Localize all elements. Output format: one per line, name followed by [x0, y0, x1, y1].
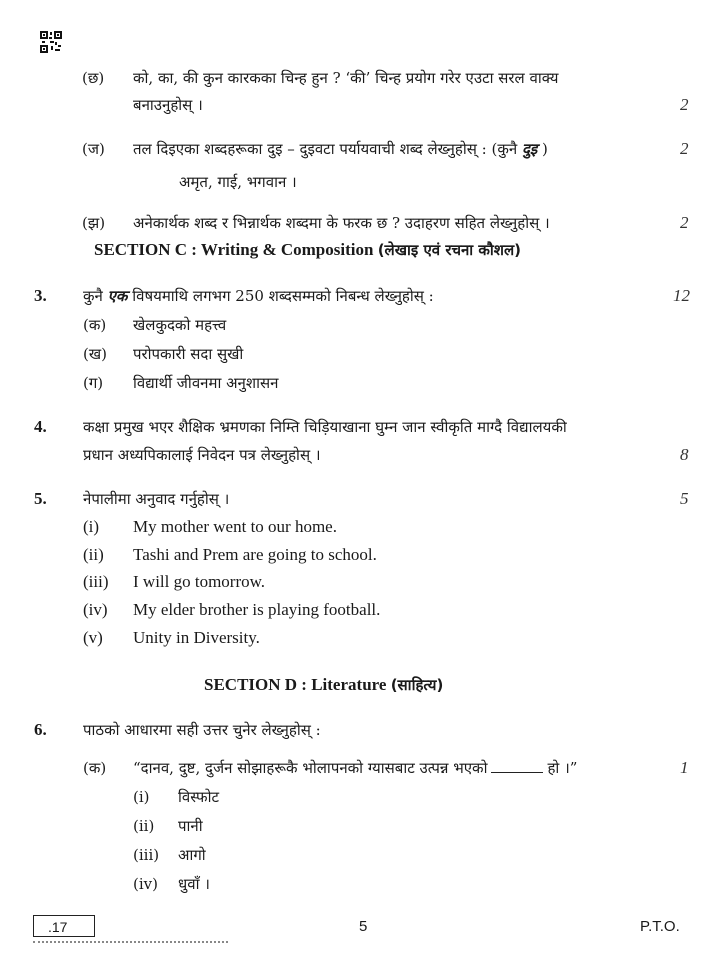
- q6-prompt: पाठको आधारमा सही उत्तर चुनेर लेख्नुहोस् :: [83, 721, 321, 739]
- q5-item-label: (iii): [83, 572, 109, 591]
- q3-option-text: खेलकुदको महत्त्व: [133, 316, 227, 334]
- q3-option-label: (क): [83, 316, 107, 334]
- q4-line2: प्रधान अध्यपिकालाई निवेदन पत्र लेख्नुहोस् ।: [83, 446, 321, 464]
- q6-option-label: (iii): [133, 846, 160, 864]
- q6-option-text: धुवाँ ।: [178, 875, 210, 893]
- q5-item-label: (i): [83, 517, 100, 536]
- q3-option-label: (ग): [83, 374, 104, 392]
- answer-blank: [491, 758, 543, 773]
- q4-marks: 8: [680, 445, 689, 464]
- paper-code: .17: [48, 919, 68, 935]
- paper-code-box: [33, 915, 95, 937]
- section-c-heading: SECTION C : Writing & Composition (लेखाइ एवं रचना कौशल): [94, 240, 522, 259]
- q5-item-text: I will go tomorrow.: [133, 572, 266, 591]
- q5-item-text: My mother went to our home.: [133, 517, 337, 536]
- q5-item-text: Unity in Diversity.: [133, 628, 260, 647]
- q6-option-label: (iv): [133, 875, 158, 893]
- q5-prompt: नेपालीमा अनुवाद गर्नुहोस् ।: [83, 490, 230, 508]
- q4-number: 4.: [34, 417, 47, 436]
- qr-code-icon: [40, 31, 62, 53]
- q5-item-text: My elder brother is playing football.: [133, 600, 381, 619]
- q3-number: 3.: [34, 286, 47, 305]
- q5-item-label: (ii): [83, 545, 104, 564]
- q3-prompt: कुनै एक विषयमाथि लगभग 250 शब्दसम्मको निबन्ध लेख्नुहोस् :: [83, 287, 434, 305]
- q5-marks: 5: [680, 489, 689, 508]
- q5-item-label: (iv): [83, 600, 108, 619]
- page-number: 5: [359, 918, 368, 935]
- q5-item-label: (v): [83, 628, 103, 647]
- q2-ja-words: अमृत, गाई, भगवान ।: [179, 173, 297, 191]
- q4-line1: कक्षा प्रमुख भएर शैक्षिक भ्रमणका निम्ति चिड़ियाखाना घुम्न जान स्वीकृति माग्दै विद्यालयकी: [83, 418, 567, 436]
- footer-divider: [33, 941, 228, 943]
- q2-cha-label: (छ): [82, 69, 105, 87]
- q2-cha-line1: को, का, की कुन कारकका चिन्ह हुन ? ‘की’ चिन्ह प्रयोग गरेर एउटा सरल वाक्य: [133, 69, 559, 87]
- q2-ja-text: तल दिइएका शब्दहरूका दुइ – दुइवटा पर्यायवाची शब्द लेख्नुहोस् : (कुनै दुइ ): [133, 140, 548, 158]
- q3-marks: 12: [673, 286, 690, 305]
- q2-cha-line2: बनाउनुहोस् ।: [133, 96, 203, 114]
- pto-label: P.T.O.: [640, 918, 680, 935]
- q6-option-label: (ii): [133, 817, 155, 835]
- q2-ja-marks: 2: [680, 139, 689, 158]
- q6-option-label: (i): [133, 788, 150, 806]
- q6-option-text: पानी: [178, 817, 203, 835]
- q5-number: 5.: [34, 489, 47, 508]
- q6-option-text: आगो: [178, 846, 206, 864]
- q6-option-text: विस्फोट: [178, 788, 220, 806]
- q3-option-text: विद्यार्थी जीवनमा अनुशासन: [133, 374, 279, 392]
- q2-jha-label: (झ): [82, 214, 106, 232]
- q2-ja-emph: दुइ: [521, 140, 538, 158]
- q3-option-text: परोपकारी सदा सुखी: [133, 345, 244, 363]
- q6-ka-label: (क): [83, 759, 107, 777]
- section-d-heading: SECTION D : Literature (साहित्य): [204, 675, 444, 694]
- q3-emph: एक: [107, 287, 128, 305]
- q2-jha-marks: 2: [680, 213, 689, 232]
- q5-item-text: Tashi and Prem are going to school.: [133, 545, 377, 564]
- q6-ka-text: “दानव, दुष्ट, दुर्जन सोझाहरूकै भोलापनको ग्यासबाट उत्पन्न भएको हो ।”: [133, 759, 578, 777]
- q2-cha-marks: 2: [680, 95, 689, 114]
- q6-ka-marks: 1: [680, 758, 689, 777]
- q2-jha-text: अनेकार्थक शब्द र भिन्नार्थक शब्दमा के फरक छ ? उदाहरण सहित लेख्नुहोस् ।: [133, 214, 550, 232]
- q3-option-label: (ख): [83, 345, 107, 363]
- q2-ja-label: (ज): [82, 140, 105, 158]
- q6-number: 6.: [34, 720, 47, 739]
